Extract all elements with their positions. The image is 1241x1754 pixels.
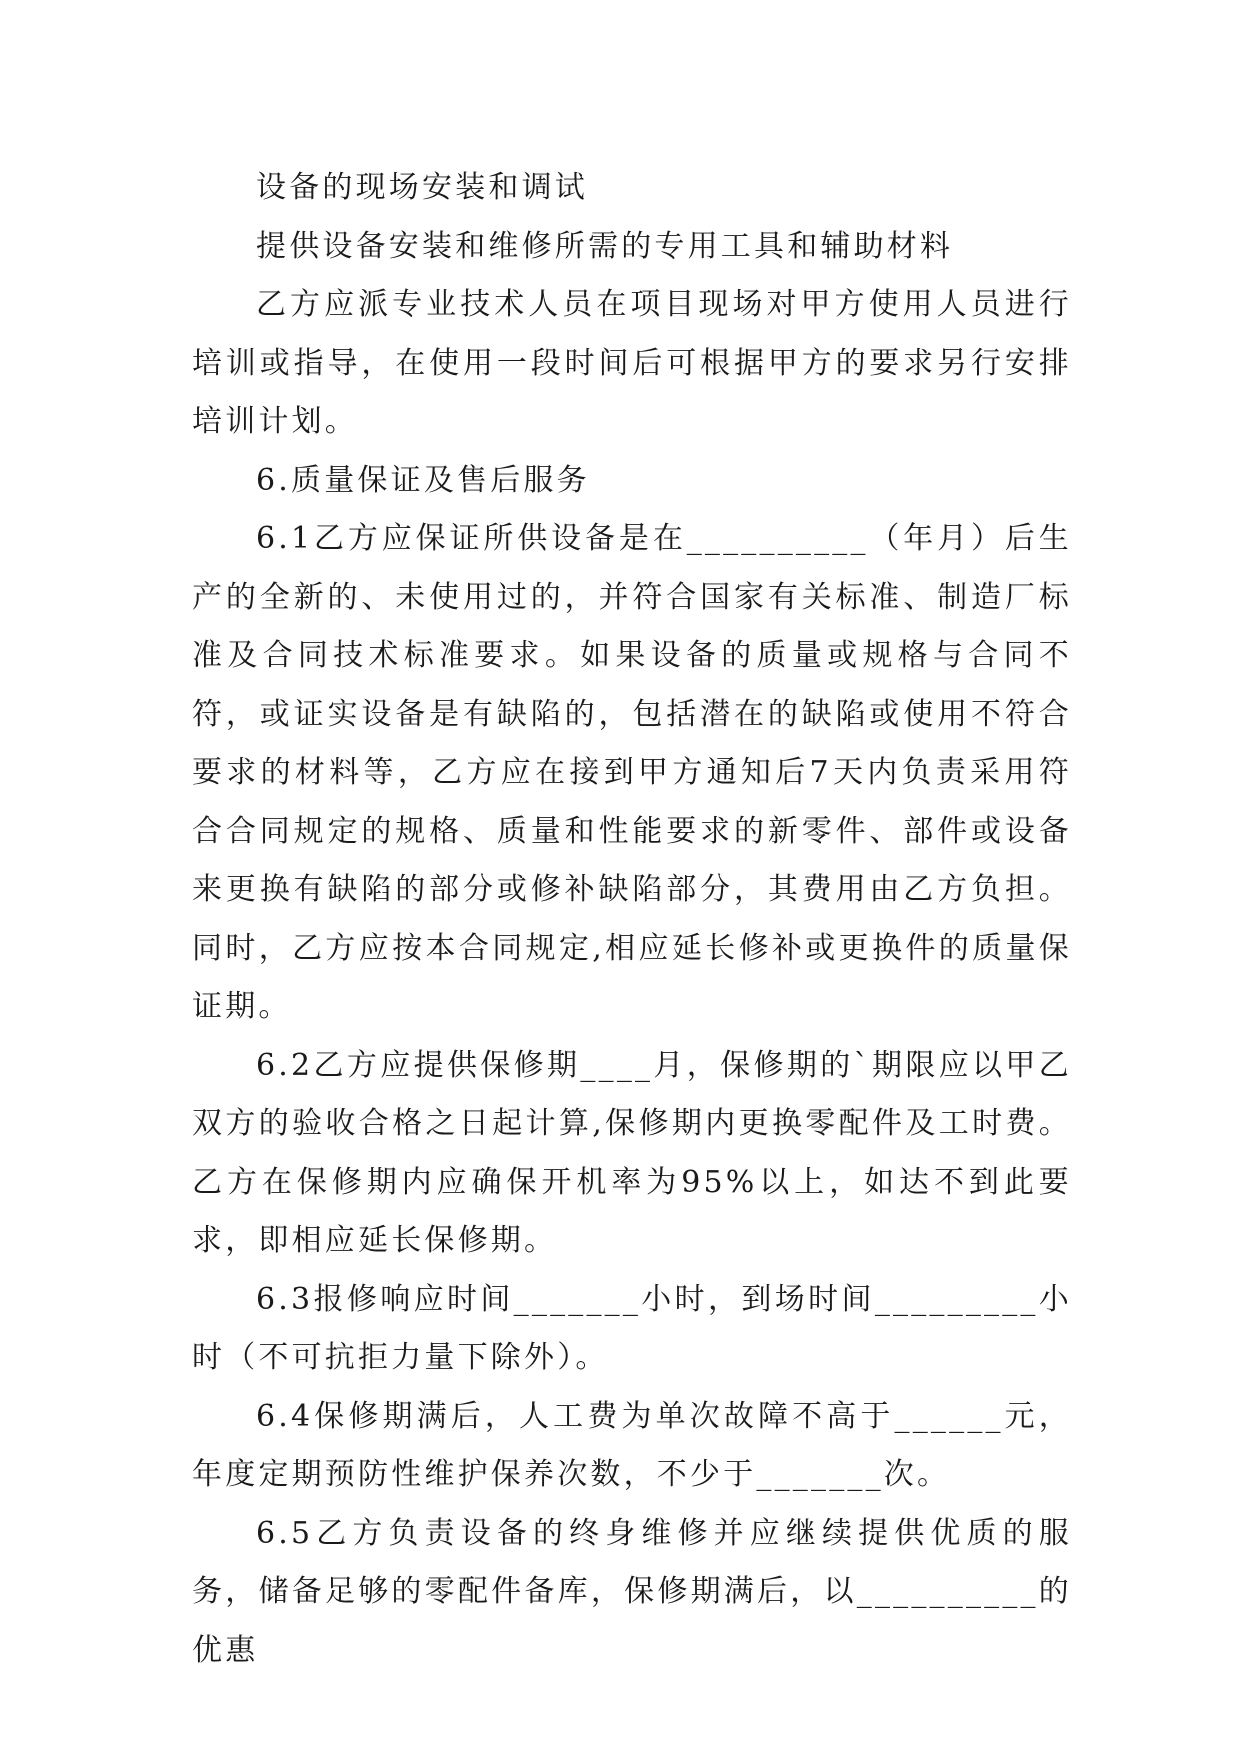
paragraph-training: 乙方应派专业技术人员在项目现场对甲方使用人员进行培训或指导，在使用一段时间后可根据甲方的要求另行安排培训计划。 (192, 287, 1072, 439)
clause-6-2: 6.2乙方应提供保修期____月，保修期的`期限应以甲乙双方的验收合格之日起计算,保修期内更换零配件及工时费。乙方在保修期内应确保开机率为95%以上，如达不到此要求，即相应延长保修期。 (192, 1047, 1072, 1258)
section-heading-quality-assurance: 6.质量保证及售后服务 (256, 462, 590, 498)
paragraph-special-tools: 提供设备安装和维修所需的专用工具和辅助材料 (256, 228, 954, 264)
clause-6-1: 6.1乙方应保证所供设备是在__________（年月）后生产的全新的、未使用过的，并符合国家有关标准、制造厂标准及合同技术标准要求。如果设备的质量或规格与合同不符，或证实设备是有缺陷的，包括潜在的缺陷或使用不符合要求的材料等，乙方应在接到甲方通知后7天内负责采用符合合同规定的规格、质量和性能要求的新零件、部件或设备来更换有缺陷的部分或修补缺陷部分，其费用由乙方负担。同时，乙方应按本合同规定,相应延长修补或更换件的质量保证期。 (192, 521, 1072, 1024)
clause-6-3: 6.3报修响应时间_______小时，到场时间_________小时（不可抗拒力量下除外）。 (192, 1281, 1072, 1375)
document-body (192, 159, 1072, 1680)
clause-6-5: 6.5乙方负责设备的终身维修并应继续提供优质的服务，储备足够的零配件备库，保修期满后，以__________的优惠 (192, 1515, 1072, 1668)
paragraph-onsite-installation: 设备的现场安装和调试 (256, 170, 588, 205)
clause-6-4: 6.4保修期满后，人工费为单次故障不高于______元，年度定期预防性维护保养次数，不少于_______次。 (192, 1398, 1072, 1492)
